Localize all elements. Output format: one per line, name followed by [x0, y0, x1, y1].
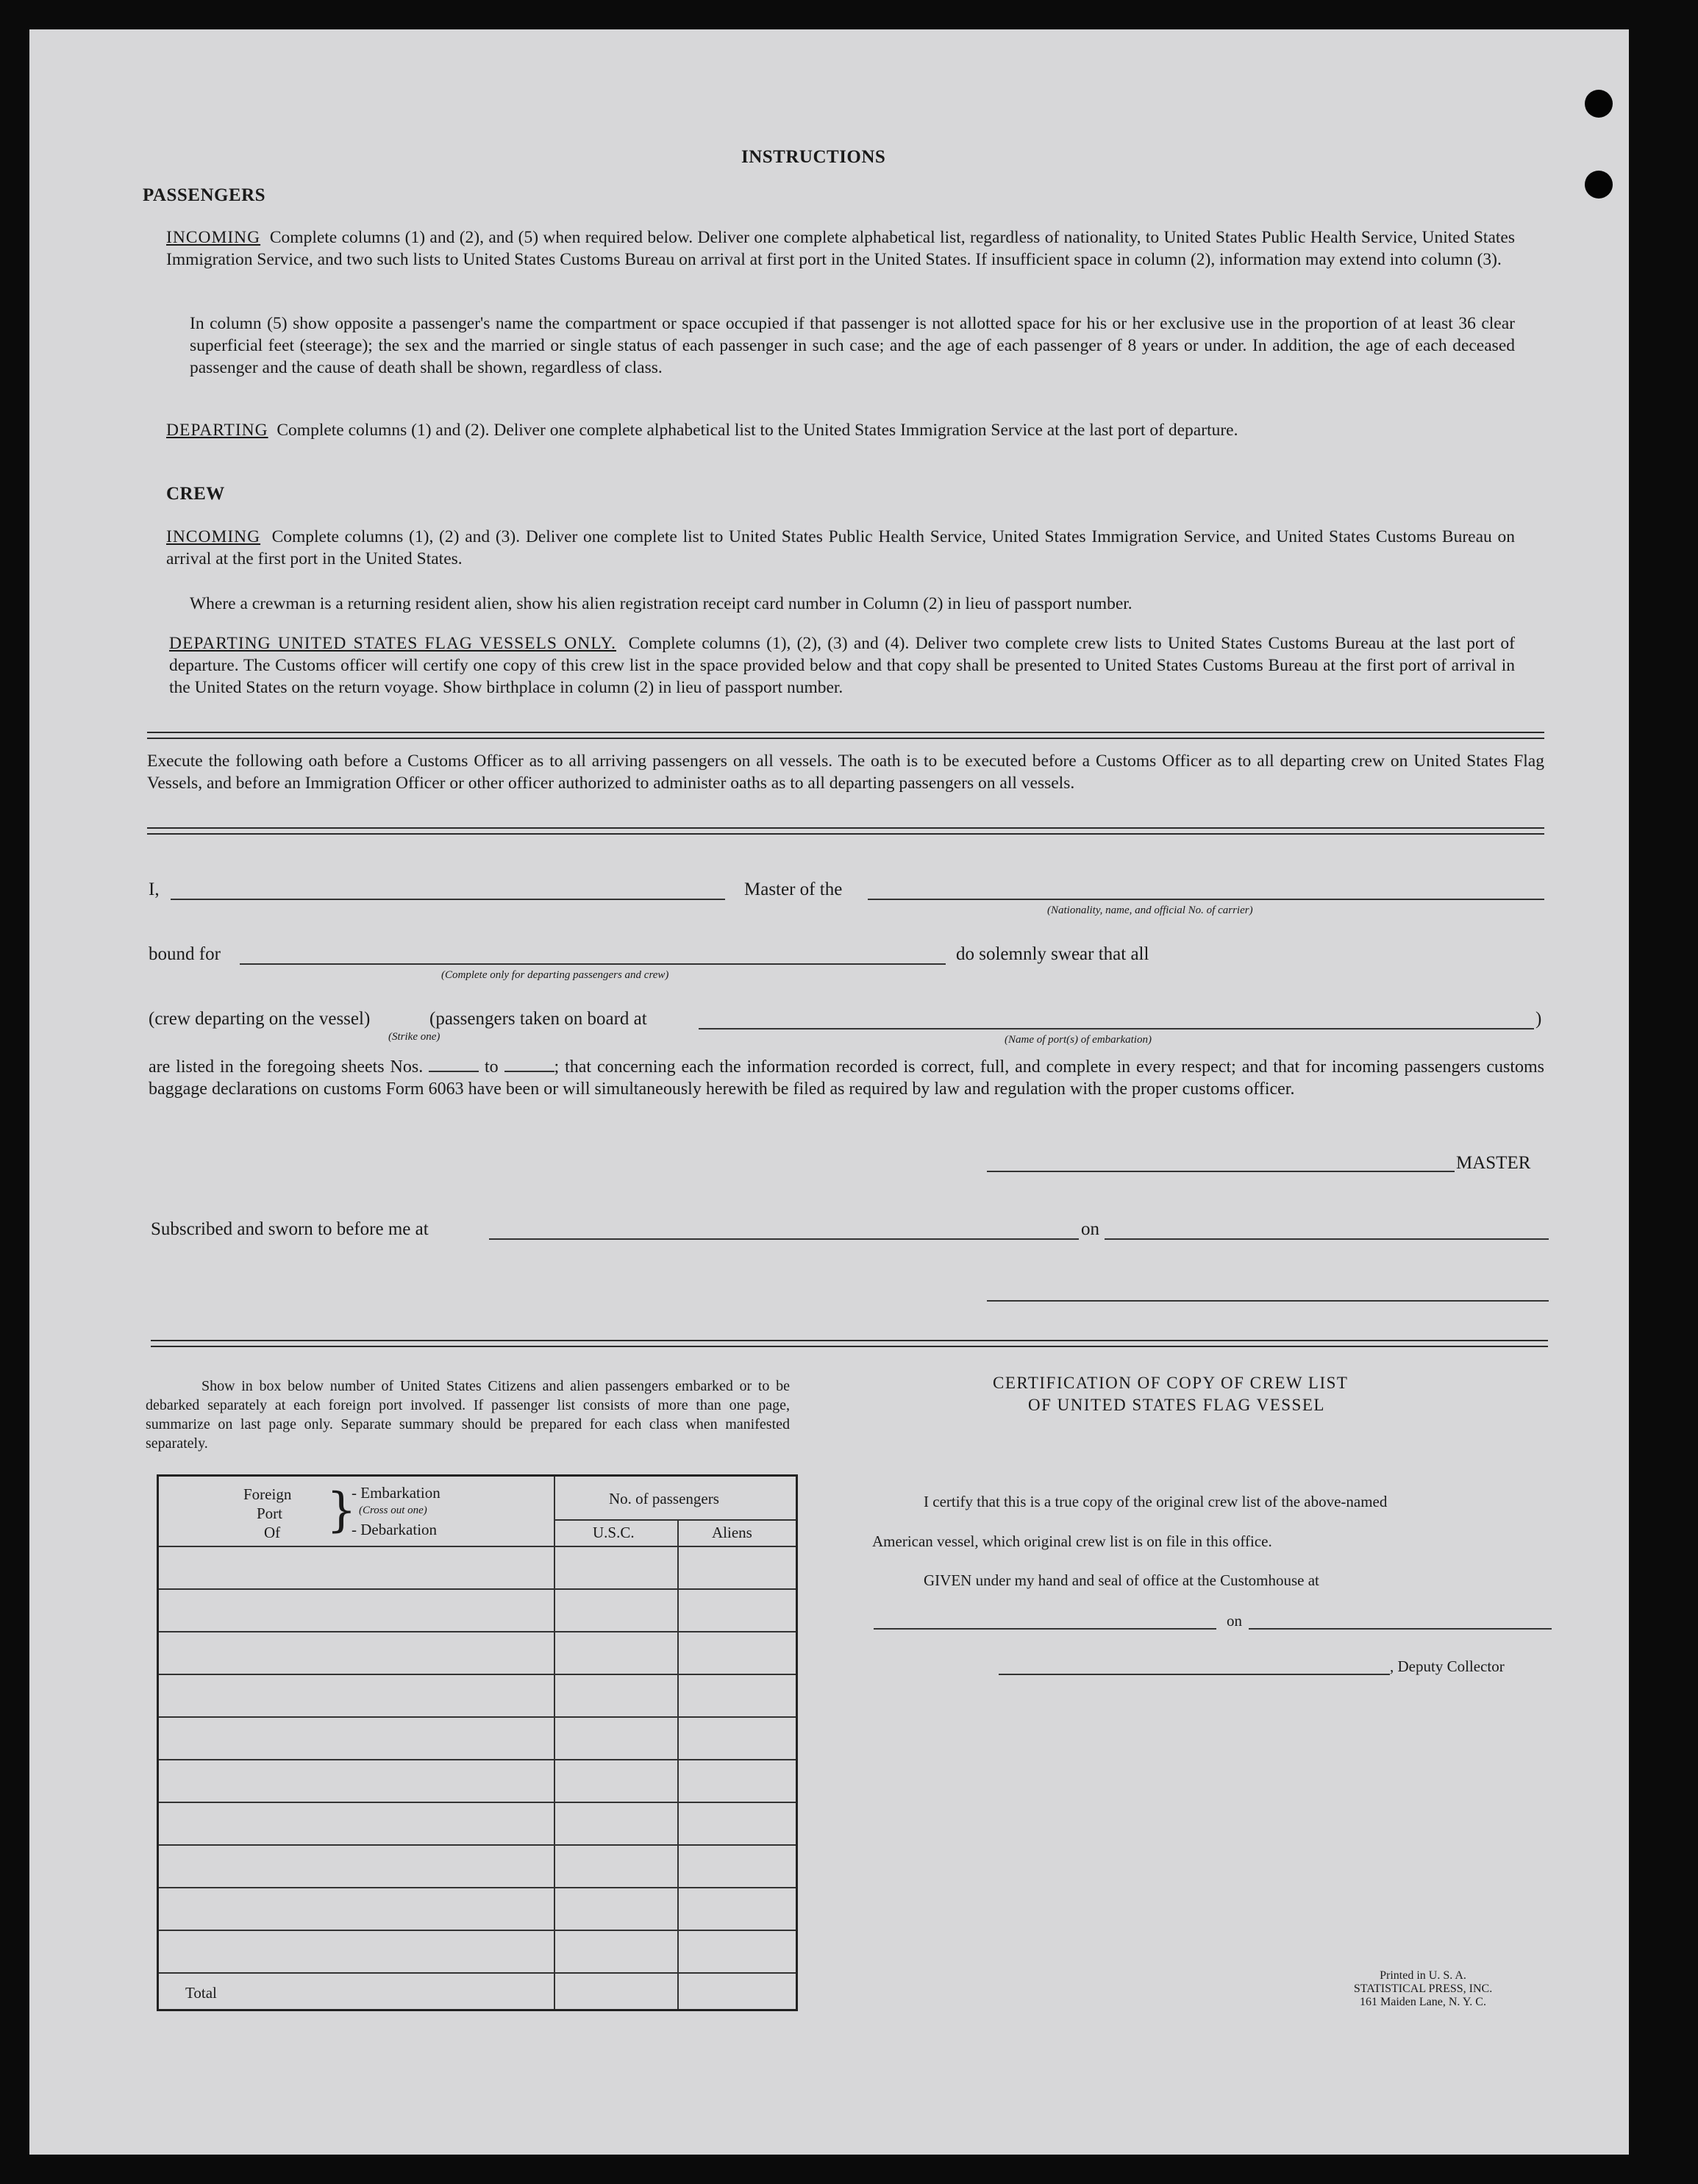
punch-hole-bottom [1585, 171, 1613, 199]
sheets-to-label: to [484, 1057, 499, 1077]
sheets-label: are listed in the foregoing sheets Nos. [149, 1057, 424, 1077]
master-of-the-label: Master of the [744, 879, 843, 899]
table-row-line [159, 1759, 796, 1760]
crew-heading: CREW [166, 484, 225, 504]
foreign-label: Foreign [243, 1485, 292, 1503]
total-label: Total [185, 1984, 217, 2002]
table-header-split [554, 1519, 796, 1521]
given-line: GIVEN under my hand and seal of office at the Customhouse at [924, 1571, 1319, 1589]
table-row-line [159, 1887, 796, 1888]
certification-title-1: CERTIFICATION OF COPY OF CREW LIST [993, 1374, 1349, 1392]
passengers-heading: PASSENGERS [143, 185, 266, 205]
oath-statement [149, 1056, 1544, 1100]
ports-field[interactable] [699, 1028, 1534, 1029]
no-of-passengers-header: No. of passengers [609, 1490, 719, 1507]
master-name-field[interactable] [171, 899, 725, 900]
table-row-line [159, 1930, 796, 1931]
swear-label: do solemnly swear that all [956, 944, 1149, 964]
table-total-line [159, 1972, 796, 1974]
crew-departing-label: DEPARTING UNITED STATES FLAG VESSELS ONLY. [169, 634, 617, 653]
deputy-collector-signature-field[interactable] [999, 1674, 1390, 1675]
carrier-caption: (Nationality, name, and official No. of carrier) [1047, 904, 1253, 916]
certification-date-field[interactable] [1249, 1628, 1552, 1630]
crew-departing-option[interactable]: (crew departing on the vessel) [149, 1009, 371, 1029]
table-row-line [159, 1631, 796, 1632]
bound-for-label: bound for [149, 944, 221, 964]
officer-signature-field[interactable] [987, 1300, 1549, 1302]
embarkation-option[interactable]: - Embarkation [352, 1484, 440, 1502]
certification-on-label: on [1227, 1612, 1242, 1630]
table-row-line [159, 1588, 796, 1590]
table-row-line [159, 1674, 796, 1675]
ports-caption: (Name of port(s) of embarkation) [1005, 1034, 1152, 1046]
cross-out-caption: (Cross out one) [359, 1505, 427, 1516]
debarkation-option[interactable]: - Debarkation [352, 1521, 438, 1538]
aliens-header: Aliens [712, 1524, 752, 1541]
carrier-field[interactable] [868, 899, 1544, 900]
printer-line-1: Printed in U. S. A. [1380, 1969, 1466, 1982]
sworn-on-label: on [1081, 1219, 1099, 1239]
passenger-summary-table [157, 1474, 798, 2011]
table-row-line [159, 1802, 796, 1803]
crew-departing-paragraph [169, 632, 1515, 699]
passengers-incoming-text: Complete columns (1) and (2), and (5) when required below. Deliver one complete alphabetical list, regardless of nationality, to United States Public Health Service, United States Immigration Service, and two such lists to United States Customs Bureau on arrival at first port in the United States. If insufficient space in column (2), information may extend into column (3). [166, 228, 1515, 269]
strike-one-caption: (Strike one) [388, 1031, 440, 1043]
of-label: Of [264, 1524, 281, 1541]
deputy-collector-label: , Deputy Collector [1390, 1657, 1505, 1675]
sheet-from-field[interactable] [429, 1059, 479, 1072]
usc-header: U.S.C. [593, 1524, 635, 1541]
master-label: MASTER [1456, 1153, 1531, 1173]
passengers-taken-option[interactable]: (passengers taken on board at [429, 1009, 647, 1029]
column5-paragraph: In column (5) show opposite a passenger's name the compartment or space occupied if that passenger is not allotted space for his or her exclusive use in the proportion of at least 36 clear superficial feet (steerage); the sex and the married or single status of each passenger in such case; and the age of each passenger of 8 years or under. In addition, the age of each deceased passenger and the cause of death shall be shown, regardless of class. [190, 314, 1515, 377]
passengers-departing-paragraph [166, 419, 1515, 441]
crewman-paragraph: Where a crewman is a returning resident alien, show his alien registration receipt card number in Column (2) in lieu of passport number. [190, 594, 1132, 613]
printer-line-2: STATISTICAL PRESS, INC. [1353, 1983, 1493, 1995]
bound-for-field[interactable] [240, 963, 946, 965]
table-row-line [159, 1844, 796, 1846]
table-header-bottom [159, 1546, 796, 1547]
section-divider-2 [147, 827, 1544, 835]
punch-hole-top [1585, 90, 1613, 118]
section-divider-3 [151, 1340, 1548, 1347]
printer-line-3: 161 Maiden Lane, N. Y. C. [1360, 1996, 1486, 2008]
crew-incoming-label: INCOMING [166, 527, 261, 546]
subscribed-label: Subscribed and sworn to before me at [151, 1219, 429, 1239]
brace-icon: } [327, 1483, 357, 1538]
passengers-incoming-label: INCOMING [166, 228, 261, 247]
passengers-incoming-paragraph [166, 226, 1515, 271]
table-row-line [159, 1716, 796, 1718]
sworn-location-field[interactable] [489, 1238, 1079, 1240]
oath-i-label: I, [149, 879, 160, 899]
certification-title-2: OF UNITED STATES FLAG VESSEL [1028, 1396, 1325, 1414]
printer-imprint [1280, 1969, 1566, 2009]
oath-notice: Execute the following oath before a Customs Officer as to all arriving passengers on all vessels. The oath is to be executed before a Customs Officer as to all departing crew on United States Flag Vessels, and before an Immigration Officer or other officer authorized to administer oaths as to all departing passengers on all vessels. [147, 752, 1544, 793]
customhouse-field[interactable] [874, 1628, 1216, 1630]
crew-departing-text: Complete columns (1), (2), (3) and (4). Deliver two complete crew lists to United States Customs Bureau at the last port of departure. The Customs officer will certify one copy of this crew list in the space provided below and that copy shall be presented to United States Customs Bureau at the first port of arrival in the United States on the return voyage. Show birthplace in column (2) in lieu of passport number. [169, 634, 1516, 697]
port-label: Port [257, 1505, 283, 1522]
master-signature-field[interactable] [987, 1171, 1455, 1172]
table-divider-aliens [677, 1519, 679, 2009]
crew-incoming-paragraph [166, 526, 1515, 570]
sheet-to-field[interactable] [504, 1059, 554, 1072]
instructions-title: INSTRUCTIONS [741, 147, 886, 167]
form-page [29, 29, 1629, 2155]
certify-line-1: I certify that this is a true copy of the original crew list of the above-named [924, 1493, 1388, 1510]
summary-instruction: Show in box below number of United States Citizens and alien passengers embarked or to be debarked separately at each foreign port involved. If passenger list consists of more than one page, summarize on last page only. Separate summary should be prepared for each class when manifested separately. [146, 1378, 790, 1452]
certify-line-2: American vessel, which original crew list is on file in this office. [872, 1532, 1272, 1550]
sworn-date-field[interactable] [1105, 1238, 1549, 1240]
oath-statement-text: ; that concerning each the information recorded is correct, full, and complete in every respect; and that for incoming passengers customs baggage declarations on customs Form 6063 have been or will simultaneously herewith be filed as required by law and regulation with the proper customs officer. [149, 1057, 1545, 1099]
passengers-departing-label: DEPARTING [166, 421, 268, 440]
bound-for-caption: (Complete only for departing passengers and crew) [441, 969, 669, 981]
close-paren: ) [1535, 1009, 1542, 1029]
passengers-departing-text: Complete columns (1) and (2). Deliver one complete alphabetical list to the United States Immigration Service at the last port of departure. [277, 421, 1238, 440]
section-divider-1 [147, 732, 1544, 739]
crew-incoming-text: Complete columns (1), (2) and (3). Deliver one complete list to United States Public Health Service, United States Immigration Service, and United States Customs Bureau on arrival at the first port in the United States. [166, 527, 1515, 568]
